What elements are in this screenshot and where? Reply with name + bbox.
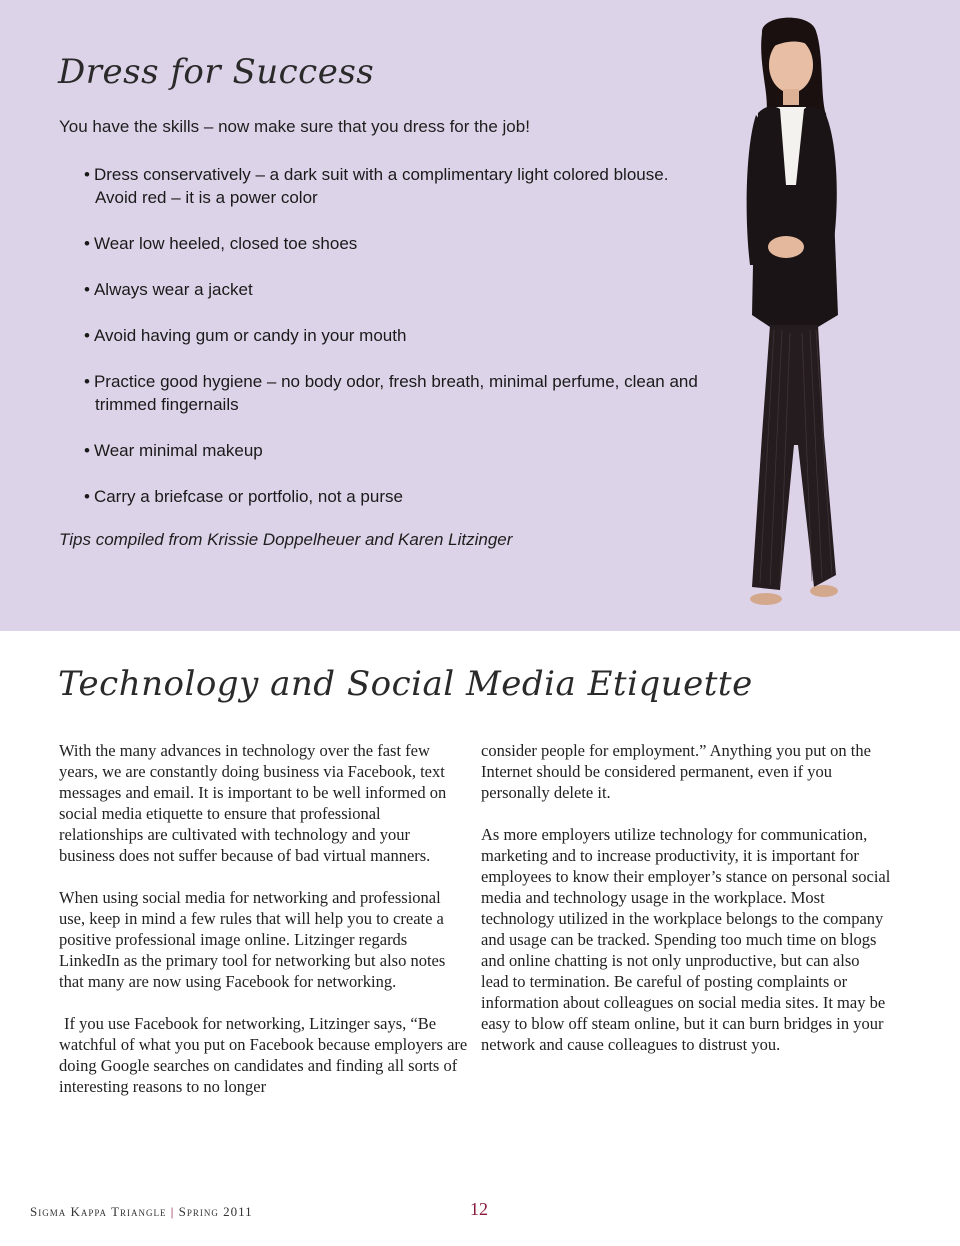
- list-item: • Practice good hygiene – no body odor, fresh breath, minimal perfume, clean and trimmed fingernails: [80, 370, 700, 416]
- tech-etiquette-title: Technology and Social Media Etiquette: [58, 664, 753, 704]
- list-item: • Avoid having gum or candy in your mouth: [80, 324, 700, 347]
- article-column-left: [59, 740, 469, 1118]
- issue-date: Spring 2011: [178, 1204, 253, 1219]
- footer-separator: |: [170, 1204, 175, 1219]
- page-number: 12: [470, 1199, 488, 1219]
- list-item: • Carry a briefcase or portfolio, not a purse: [80, 485, 700, 508]
- footer-publication: [30, 1204, 253, 1220]
- list-item: • Wear minimal makeup: [80, 439, 700, 462]
- paragraph: With the many advances in technology over the fast few years, we are constantly doing business via Facebook, text messages and email. It is important to be well informed on social media etiquette to ensure that professional relationships are cultivated with technology and your business does not suffer because of bad virtual manners.: [59, 741, 447, 865]
- tips-credit: Tips compiled from Krissie Doppelheuer and Karen Litzinger: [59, 530, 513, 549]
- paragraph: When using social media for networking and professional use, keep in mind a few rules that will help you to create a positive professional image online. Litzinger regards LinkedIn as the primary tool for networking but also notes that many are now using Facebook for networking.: [59, 888, 446, 991]
- paragraph: As more employers utilize technology for communication, marketing and to increase productivity, it is important for employees to know their employer’s stance on personal social media and technology usage in the workplace. Most technology utilized in the workplace belongs to the company and usage can be tracked. Spending too much time on blogs and online chatting is not only unproductive, but can also lead to termination. Be careful of posting complaints or information about colleagues on social media sites. It may be easy to blow off steam online, but it can burn bridges in your network and cause colleagues to distrust you.: [481, 825, 891, 1054]
- dress-intro: You have the skills – now make sure that you dress for the job!: [59, 117, 530, 136]
- woman-in-suit-photo: [700, 15, 900, 615]
- publication-name: Sigma Kappa Triangle: [30, 1204, 167, 1219]
- article-column-right: [481, 740, 891, 1076]
- list-item: • Wear low heeled, closed toe shoes: [80, 232, 700, 255]
- dress-tips-list: [80, 163, 700, 531]
- list-item: • Dress conservatively – a dark suit with a complimentary light colored blouse. Avoid red – it is a power color: [80, 163, 700, 209]
- paragraph: consider people for employment.” Anything you put on the Internet should be considered permanent, even if you personally delete it.: [481, 741, 871, 802]
- dress-for-success-title: Dress for Success: [58, 52, 375, 92]
- list-item: • Always wear a jacket: [80, 278, 700, 301]
- paragraph: If you use Facebook for networking, Litzinger says, “Be watchful of what you put on Facebook because employers are doing Google searches on candidates and finding all sorts of interesting reasons to no longer: [59, 1014, 468, 1096]
